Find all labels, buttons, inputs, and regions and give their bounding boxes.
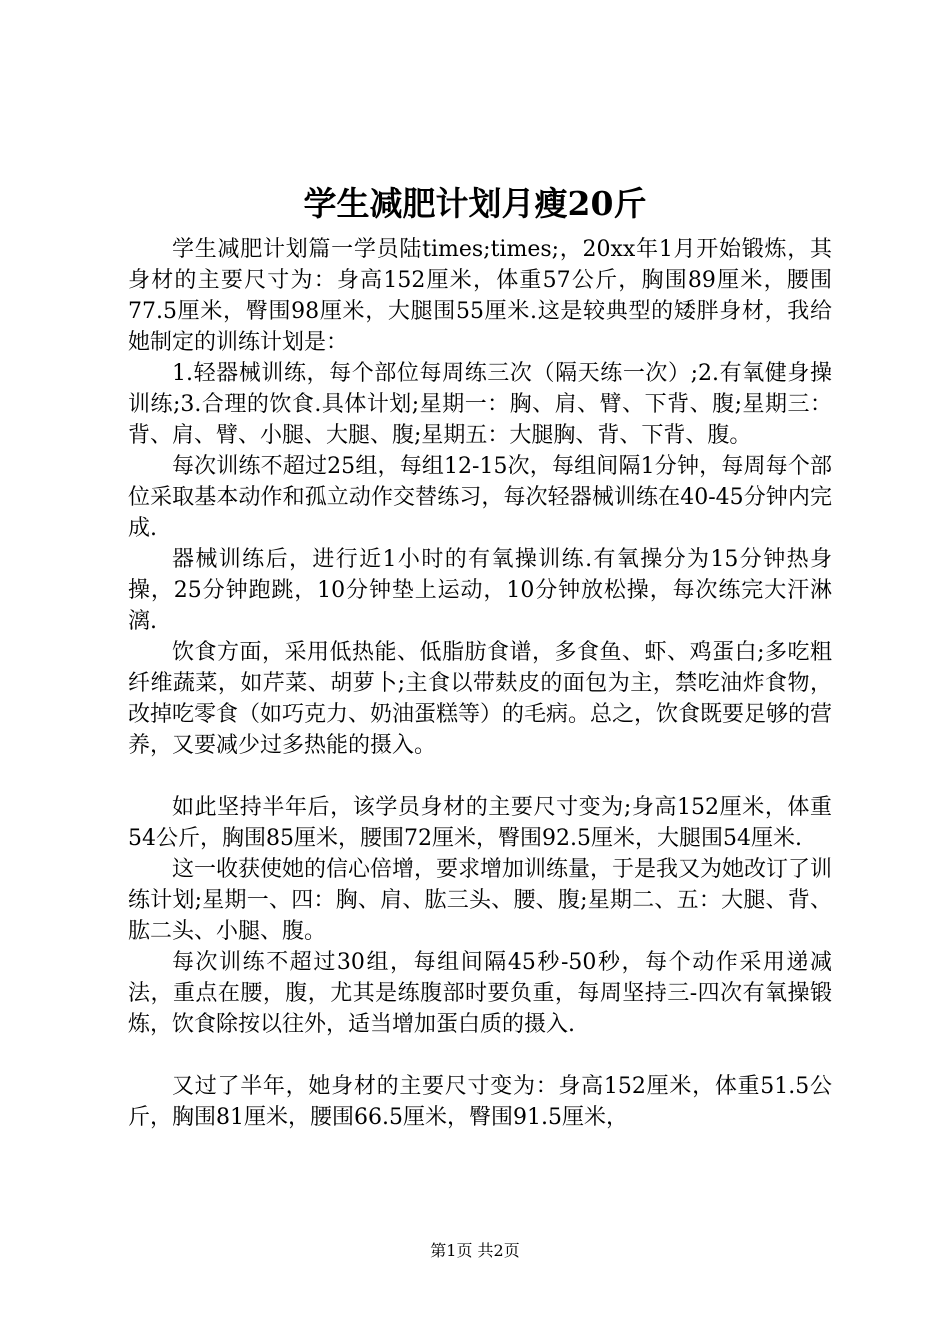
paragraph: 1.轻器械训练，每个部位每周练三次（隔天练一次）;2.有氧健身操训练;3.合理的饮食.具体计划;星期一：胸、肩、臂、下背、腹;星期三：背、肩、臂、小腿、大腿、腹;星期五：大腿胸、背、下背、腹。 bbox=[128, 361, 832, 448]
paragraph: 饮食方面，采用低热能、低脂肪食谱，多食鱼、虾、鸡蛋白;多吃粗纤维蔬菜，如芹菜、胡萝卜;主食以带麸皮的面包为主，禁吃油炸食物，改掉吃零食（如巧克力、奶油蛋糕等）的毛病。总之，饮食既要足够的营养，又要减少过多热能的摄入。 bbox=[128, 640, 833, 758]
paragraph: 每次训练不超过30组，每组间隔45秒-50秒，每个动作采用递减法，重点在腰，腹，尤其是练腹部时要负重，每周坚持三-四次有氧操锻炼，饮食除按以往外，适当增加蛋白质的摄入. bbox=[128, 950, 832, 1037]
document-body bbox=[128, 234, 832, 1133]
paragraph: 每次训练不超过25组，每组12-15次，每组间隔1分钟，每周每个部位采取基本动作和孤立动作交替练习，每次轻器械训练在40-45分钟内完成. bbox=[128, 454, 832, 541]
document-title: 学生减肥计划月瘦20斤 bbox=[303, 184, 647, 223]
paragraph: 器械训练后，进行近1小时的有氧操训练.有氧操分为15分钟热身操，25分钟跑跳，10分钟垫上运动，10分钟放松操，每次练完大汗淋漓. bbox=[128, 547, 832, 634]
paragraph: 如此坚持半年后，该学员身材的主要尺寸变为;身高152厘米，体重54公斤，胸围85厘米，腰围72厘米，臀围92.5厘米，大腿围54厘米. bbox=[128, 795, 832, 851]
paragraph: 这一收获使她的信心倍增，要求增加训练量，于是我又为她改订了训练计划;星期一、四：胸、肩、肱三头、腰、腹;星期二、五：大腿、背、肱二头、小腿、腹。 bbox=[128, 857, 833, 944]
paragraph: 学生减肥计划篇一学员陆times;times;，20xx年1月开始锻炼，其身材的主要尺寸为：身高152厘米，体重57公斤，胸围89厘米，腰围77.5厘米，臀围98厘米，大腿围55厘米.这是较典型的矮胖身材，我给她制定的训练计划是： bbox=[128, 237, 832, 355]
paragraph: 又过了半年，她身材的主要尺寸变为：身高152厘米，体重51.5公斤，胸围81厘米，腰围66.5厘米，臀围91.5厘米， bbox=[128, 1074, 832, 1130]
page-number-footer: 第1页 共2页 bbox=[430, 1241, 520, 1260]
